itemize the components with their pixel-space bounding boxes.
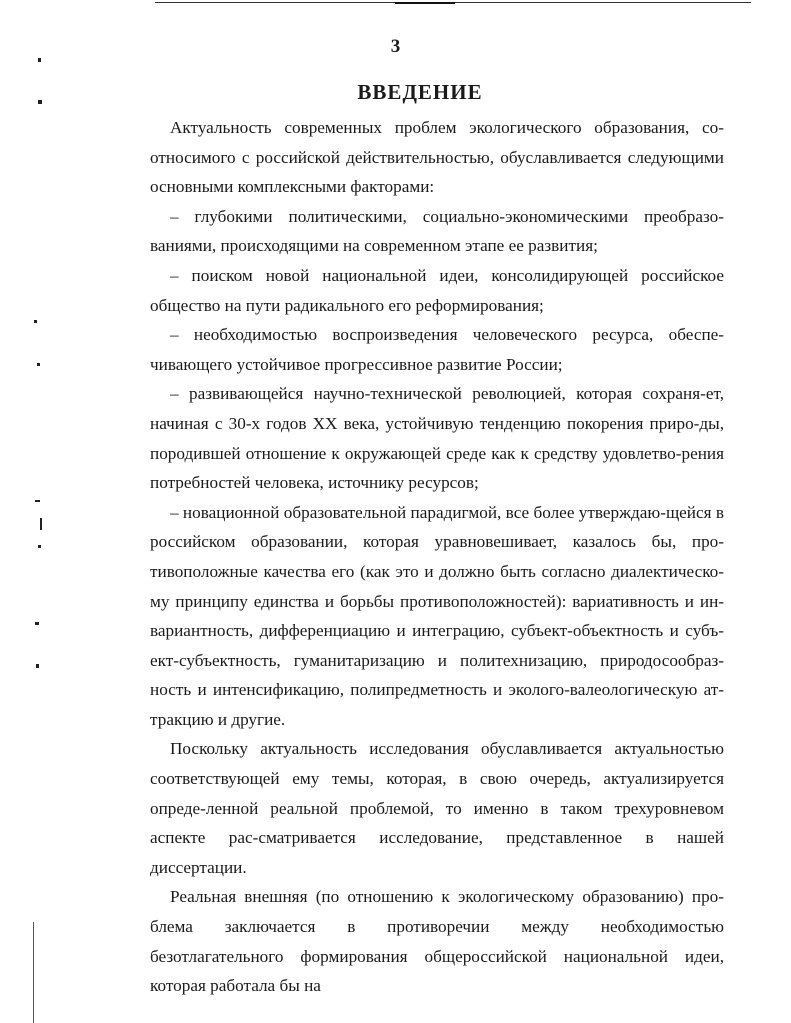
paragraph: Поскольку актуальность исследования обуславливается актуальностью соответствующей ему темы, которая, в свою очередь, актуализируется опреде-ленной реальной проблемой, то именно в таком трехуровневом аспекте рас-сматривается исследование, представленное в нашей диссертации. (150, 739, 724, 877)
page-number: 3 (390, 36, 401, 57)
scan-mark (35, 500, 40, 502)
scan-mark (37, 363, 40, 366)
list-item: – развивающейся научно-технической революцией, которая сохраня-ет, начиная с 30-х годов XX века, устойчивую тенденцию покорения приро-ды, породившей отношение к окружающей среде как к средству удовлетво-рения потребностей человека, источнику ресурсов; (150, 384, 724, 493)
scan-edge-line (33, 922, 34, 1023)
paragraph: Реальная внешняя (по отношению к экологическому образованию) про-блема заключается в противоречии между необходимостью безотлагательного формирования общероссийской национальной идеи, которая работала бы на (150, 887, 724, 996)
list-item: – необходимостью воспроизведения человеческого ресурса, обеспе-чивающего устойчивое прогрессивное развитие России; (150, 325, 724, 374)
section-title: ВВЕДЕНИЕ (357, 80, 483, 104)
scan-mark (40, 518, 42, 530)
paragraph: Актуальность современных проблем экологического образования, со-относимого с российской действительностью, обуславливается следующими основными комплексными факторами: (150, 118, 724, 197)
scan-mark (38, 58, 41, 62)
scan-mark (38, 545, 41, 548)
list-item: – глубокими политическими, социально-экономическими преобразо-ваниями, происходящими на современном этапе ее развития; (150, 206, 724, 256)
scan-mark (35, 622, 39, 625)
scan-mark (34, 320, 37, 323)
list-item: – новационной образовательной парадигмой, все более утверждаю-щейся в российском образовании, которая уравновешивает, казалось бы, про-тивоположные качества его (как это и должно быть согласно диалектическо-му принципу единства и борьбы противоположностей): вариативность и ин-вариантность, дифференциацию и интеграцию, субъект-объектность и субъ-ект-субъектность, гуманитаризацию и политехнизацию, природосообраз-ность и интенсификацию, полипредметность и эколого-валеологическую ат-тракцию и другие. (150, 502, 724, 729)
top-scan-rule-thick (395, 2, 455, 4)
document-body (150, 113, 724, 1001)
scan-mark (36, 664, 39, 668)
list-item: – поиском новой национальной идеи, консолидирующей российское общество на пути радикального его реформирования; (150, 265, 724, 315)
